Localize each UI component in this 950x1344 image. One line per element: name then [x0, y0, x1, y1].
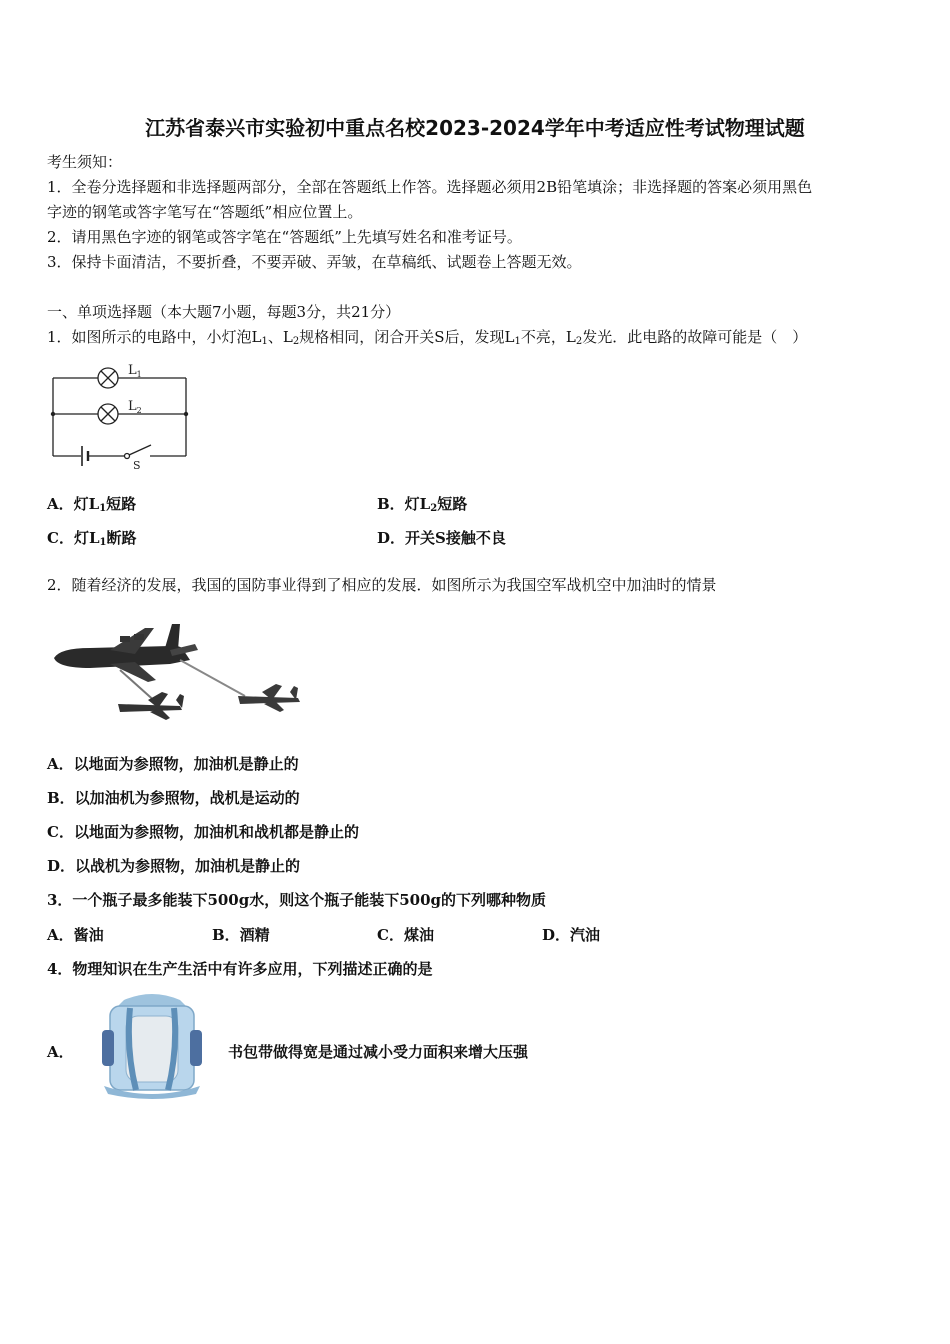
q1-option-c[interactable]: C．灯$L_1$断路	[47, 529, 137, 548]
notice-item-1-line-2: 字迹的钢笔或答字笔写在“答题纸”相应位置上。	[47, 203, 363, 221]
q2-option-d[interactable]: D．以战机为参照物，加油机是静止的	[47, 857, 301, 875]
notice-heading: 考生须知：	[47, 153, 123, 171]
q1-option-b[interactable]: B．灯$L_2$短路	[377, 495, 468, 514]
question-3-stem: 3．一个瓶子最多能装下500g水，则这个瓶子能装下500g的下列哪种物质	[47, 891, 547, 909]
label-s: S	[133, 459, 141, 472]
q2-option-a[interactable]: A．以地面为参照物，加油机是静止的	[47, 755, 299, 773]
question-4-stem: 4．物理知识在生产生活中有许多应用，下列描述正确的是	[47, 960, 433, 978]
q4-option-a-text: 书包带做得宽是通过减小受力面积来增大压强	[228, 1043, 529, 1061]
circuit-diagram	[48, 362, 193, 472]
label-l2: $L_2$	[128, 399, 142, 415]
q3-option-b[interactable]: B．酒精	[212, 926, 270, 944]
q3-option-d[interactable]: D．汽油	[542, 926, 601, 944]
notice-item-3: 3．保持卡面清洁，不要折叠，不要弄破、弄皱，在草稿纸、试题卷上答题无效。	[47, 253, 582, 271]
q2-option-c[interactable]: C．以地面为参照物，加油机和战机都是静止的	[47, 823, 359, 841]
section-heading: 一、单项选择题（本大题7小题，每题3分，共21分）	[47, 303, 401, 321]
notice-item-2: 2．请用黑色字迹的钢笔或答字笔在“答题纸”上先填写姓名和准考证号。	[47, 228, 522, 246]
switch-symbol	[129, 445, 151, 455]
notice-item-1-line-1: 1．全卷分选择题和非选择题两部分，全部在答题纸上作答。选择题必须用2B铅笔填涂；非选择题的答案必须用黑色	[47, 178, 813, 196]
q1-option-a[interactable]: A．灯$L_1$短路	[47, 495, 137, 514]
q2-option-b[interactable]: B．以加油机为参照物，战机是运动的	[47, 789, 300, 807]
aerial-refueling-image	[50, 620, 305, 725]
label-l1: $L_1$	[128, 363, 142, 379]
backpack-image	[96, 990, 208, 1100]
page-title: 江苏省泰兴市实验初中重点名校2023-2024学年中考适应性考试物理试题	[145, 116, 805, 140]
q3-option-a[interactable]: A．酱油	[47, 926, 104, 944]
question-2-stem: 2．随着经济的发展，我国的国防事业得到了相应的发展．如图所示为我国空军战机空中加油时的情景	[47, 576, 717, 594]
q4-option-a[interactable]: A．	[47, 1043, 74, 1061]
question-1-stem: 1．如图所示的电路中，小灯泡$L_1$、$L_2$规格相同，闭合开关S后，发现$L_1$不亮，$L_2$发光．此电路的故障可能是（ ）	[47, 328, 808, 347]
q3-option-c[interactable]: C．煤油	[377, 926, 434, 944]
q1-option-d[interactable]: D．开关S接触不良	[377, 529, 506, 547]
